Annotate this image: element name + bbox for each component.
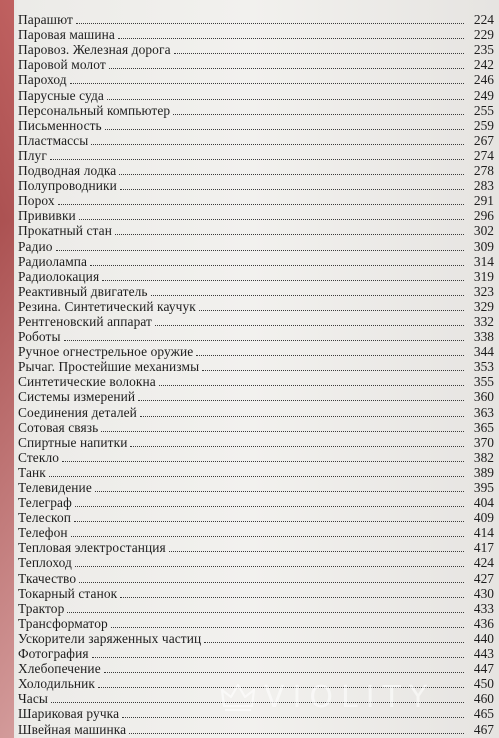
dot-leader xyxy=(79,582,464,583)
toc-entry-page: 229 xyxy=(473,27,494,43)
dot-leader xyxy=(115,234,464,235)
toc-entry xyxy=(18,238,494,253)
toc-entry-page: 319 xyxy=(473,268,494,284)
dot-leader xyxy=(92,657,464,658)
toc-entry-page: 360 xyxy=(473,389,494,405)
toc-entry-title: Рентгеновский аппарат xyxy=(18,313,153,329)
toc-entry-title: Пластмассы xyxy=(18,132,89,148)
toc-entry-page: 242 xyxy=(473,57,494,73)
dot-leader xyxy=(109,68,464,69)
toc-entry xyxy=(18,586,494,601)
toc-entry-title: Телескоп xyxy=(18,510,72,526)
toc-entry-page: 267 xyxy=(473,132,494,148)
toc-entry-page: 430 xyxy=(473,585,494,601)
toc-entry-page: 409 xyxy=(473,510,494,526)
dot-leader xyxy=(104,672,464,673)
dot-leader xyxy=(76,23,464,24)
dot-leader xyxy=(111,627,464,628)
toc-entry-title: Тепловая электростанция xyxy=(18,540,166,556)
toc-entry-title: Радиолокация xyxy=(18,268,100,284)
toc-entry xyxy=(18,404,494,419)
toc-entry xyxy=(18,269,494,284)
toc-entry xyxy=(18,450,494,465)
toc-entry-page: 382 xyxy=(473,449,494,465)
toc-entry-title: Синтетические волокна xyxy=(18,374,156,390)
toc-entry-page: 465 xyxy=(473,706,494,722)
toc-entry-title: Холодильник xyxy=(18,676,96,692)
dot-leader xyxy=(90,265,464,266)
toc-entry-page: 460 xyxy=(473,691,494,707)
toc-entry xyxy=(18,646,494,661)
toc-entry-title: Прививки xyxy=(18,208,76,224)
toc-entry-page: 395 xyxy=(473,480,494,495)
toc-entry-title: Парашют xyxy=(18,12,73,28)
toc-entry-page: 404 xyxy=(473,495,494,511)
dot-leader xyxy=(130,446,464,447)
toc-entry-title: Персональный компьютер xyxy=(18,102,171,118)
toc-entry-page: 370 xyxy=(473,434,494,450)
dot-leader xyxy=(56,250,464,251)
toc-entry xyxy=(18,284,494,299)
toc-entry xyxy=(18,691,494,706)
toc-entry-title: Трактор xyxy=(18,600,65,616)
dot-leader xyxy=(98,687,464,688)
toc-entry xyxy=(18,208,494,223)
toc-entry-title: Радио xyxy=(18,238,53,254)
toc-entry-page: 353 xyxy=(473,359,494,375)
dot-leader xyxy=(140,416,464,417)
toc-entry xyxy=(18,27,494,42)
toc-entry-title: Реактивный двигатель xyxy=(18,283,148,299)
toc-entry-page: 249 xyxy=(473,87,494,103)
toc-entry-title: Токарный станок xyxy=(18,585,118,601)
toc-entry-page: 355 xyxy=(473,374,494,390)
toc-entry-title: Системы измерений xyxy=(18,389,136,405)
toc-entry xyxy=(18,344,494,359)
toc-entry-title: Танк xyxy=(18,464,46,480)
toc-entry-page: 447 xyxy=(473,661,494,677)
toc-entry xyxy=(18,465,494,480)
dot-leader xyxy=(199,310,464,311)
dot-leader xyxy=(173,114,464,115)
dot-leader xyxy=(174,53,464,54)
toc-entry-title: Спиртные напитки xyxy=(18,434,128,450)
red-cover-edge xyxy=(0,0,14,738)
toc-entry-title: Ткачество xyxy=(18,570,77,586)
dot-leader xyxy=(120,189,464,190)
dot-leader xyxy=(101,431,464,432)
toc-entry-title: Соединения деталей xyxy=(18,404,137,420)
dot-leader xyxy=(151,295,464,296)
toc-entry xyxy=(18,42,494,57)
toc-entry-page: 291 xyxy=(473,193,494,209)
toc-entry xyxy=(18,178,494,193)
toc-entry xyxy=(18,57,494,72)
toc-entry-title: Роботы xyxy=(18,329,61,345)
toc-entry-page: 389 xyxy=(473,464,494,480)
dot-leader xyxy=(75,566,464,567)
toc-entry-title: Рычаг. Простейшие механизмы xyxy=(18,359,200,375)
toc-entry xyxy=(18,103,494,118)
watermark-text: VIOLITY xyxy=(264,679,436,715)
dot-leader xyxy=(204,642,464,643)
toc-entry-page: 259 xyxy=(473,117,494,133)
toc-entry-title: Паровой молот xyxy=(18,57,106,73)
toc-entry xyxy=(18,555,494,570)
toc-entry-title: Швейная машинка xyxy=(18,721,127,737)
toc-entry xyxy=(18,163,494,178)
toc-entry xyxy=(18,525,494,540)
toc-entry xyxy=(18,133,494,148)
toc-entry xyxy=(18,676,494,691)
toc-entry xyxy=(18,148,494,163)
toc-entry xyxy=(18,389,494,404)
toc-entry xyxy=(18,299,494,314)
toc-entry-title: Паровая машина xyxy=(18,27,115,43)
toc-entry-page: 296 xyxy=(473,208,494,224)
toc-entry-title: Хлебопечение xyxy=(18,661,101,677)
toc-entry-page: 440 xyxy=(473,630,494,646)
toc-entry xyxy=(18,706,494,721)
toc-entry-page: 314 xyxy=(473,253,494,269)
dot-leader xyxy=(67,612,464,613)
toc-entry-page: 414 xyxy=(473,525,494,541)
toc-entry-page: 278 xyxy=(473,163,494,179)
table-of-contents xyxy=(18,12,494,737)
toc-entry-page: 450 xyxy=(473,676,494,692)
dot-leader xyxy=(70,83,464,84)
dot-leader xyxy=(50,159,464,160)
toc-entry xyxy=(18,721,494,736)
toc-entry-page: 365 xyxy=(473,419,494,435)
toc-entry-page: 424 xyxy=(473,555,494,571)
toc-entry xyxy=(18,374,494,389)
toc-entry-page: 344 xyxy=(473,344,494,360)
toc-entry xyxy=(18,254,494,269)
toc-entry-title: Письменность xyxy=(18,117,102,133)
toc-entry-title: Шариковая ручка xyxy=(18,706,120,722)
toc-entry-page: 309 xyxy=(473,238,494,254)
dot-leader xyxy=(75,506,464,507)
dot-leader xyxy=(74,521,464,522)
dot-leader xyxy=(169,551,464,552)
dot-leader xyxy=(122,717,464,718)
toc-entry xyxy=(18,359,494,374)
dot-leader xyxy=(49,476,464,477)
toc-entry-title: Фотография xyxy=(18,646,89,662)
toc-entry-title: Радиолампа xyxy=(18,253,88,269)
toc-entry-title: Ускорители заряженных частиц xyxy=(18,630,202,646)
dot-leader xyxy=(120,597,464,598)
toc-entry-page: 255 xyxy=(473,102,494,118)
toc-entry xyxy=(18,495,494,510)
toc-entry-page: 274 xyxy=(473,147,494,163)
toc-entry-title: Парусные суда xyxy=(18,87,104,103)
toc-entry-title: Трансформатор xyxy=(18,615,108,631)
dot-leader xyxy=(196,355,464,356)
toc-entry xyxy=(18,540,494,555)
dot-leader xyxy=(155,325,464,326)
toc-entry-title: Пароход xyxy=(18,72,67,88)
dot-leader xyxy=(159,385,464,386)
toc-entry-page: 329 xyxy=(473,298,494,314)
toc-entry-page: 467 xyxy=(473,721,494,737)
toc-entry xyxy=(18,480,494,495)
toc-entry-page: 235 xyxy=(473,42,494,58)
toc-entry-title: Плуг xyxy=(18,147,47,163)
toc-entry xyxy=(18,87,494,102)
toc-entry-page: 417 xyxy=(473,540,494,556)
toc-entry-title: Ручное огнестрельное оружие xyxy=(18,344,194,360)
toc-entry xyxy=(18,314,494,329)
dot-leader xyxy=(58,204,464,205)
toc-entry-title: Телефон xyxy=(18,525,68,541)
toc-entry xyxy=(18,118,494,133)
toc-entry xyxy=(18,329,494,344)
toc-entry xyxy=(18,420,494,435)
toc-entry-page: 363 xyxy=(473,404,494,420)
toc-entry-page: 246 xyxy=(473,72,494,88)
dot-leader xyxy=(138,400,464,401)
toc-entry-title: Резина. Синтетический каучук xyxy=(18,298,196,314)
dot-leader xyxy=(62,461,464,462)
dot-leader xyxy=(79,219,464,220)
dot-leader xyxy=(202,370,464,371)
dot-leader xyxy=(102,280,464,281)
toc-entry-title: Подводная лодка xyxy=(18,163,117,179)
toc-entry-title: Часы xyxy=(18,691,48,707)
toc-entry-title: Порох xyxy=(18,193,55,209)
toc-entry-title: Прокатный стан xyxy=(18,223,112,239)
toc-entry xyxy=(18,661,494,676)
dot-leader xyxy=(129,733,464,734)
toc-entry-title: Полупроводники xyxy=(18,178,117,194)
toc-entry-page: 283 xyxy=(473,178,494,194)
toc-entry xyxy=(18,435,494,450)
toc-entry xyxy=(18,12,494,27)
toc-entry xyxy=(18,193,494,208)
dot-leader xyxy=(64,340,464,341)
toc-entry-page: 323 xyxy=(473,283,494,299)
toc-entry-title: Сотовая связь xyxy=(18,419,99,435)
toc-entry-page: 427 xyxy=(473,570,494,586)
toc-entry xyxy=(18,510,494,525)
toc-entry-title: Телеграф xyxy=(18,495,72,511)
dot-leader xyxy=(51,702,464,703)
toc-entry xyxy=(18,570,494,585)
toc-entry-page: 436 xyxy=(473,615,494,631)
toc-entry-page: 338 xyxy=(473,329,494,345)
dot-leader xyxy=(107,99,464,100)
dot-leader xyxy=(105,129,464,130)
toc-entry-page: 433 xyxy=(473,600,494,616)
toc-entry xyxy=(18,616,494,631)
toc-entry-title: Теплоход xyxy=(18,555,72,571)
toc-entry-page: 443 xyxy=(473,646,494,662)
toc-entry-title: Стекло xyxy=(18,449,60,465)
toc-entry-title: Телевидение xyxy=(18,480,92,495)
dot-leader xyxy=(119,174,464,175)
toc-entry-page: 302 xyxy=(473,223,494,239)
dot-leader xyxy=(71,536,464,537)
dot-leader xyxy=(118,38,464,39)
toc-entry xyxy=(18,72,494,87)
toc-entry xyxy=(18,601,494,616)
dot-leader xyxy=(95,491,464,492)
toc-entry xyxy=(18,631,494,646)
toc-entry-page: 224 xyxy=(473,12,494,28)
toc-entry-title: Паровоз. Железная дорога xyxy=(18,42,171,58)
toc-entry xyxy=(18,223,494,238)
toc-entry-page: 332 xyxy=(473,313,494,329)
dot-leader xyxy=(91,144,464,145)
